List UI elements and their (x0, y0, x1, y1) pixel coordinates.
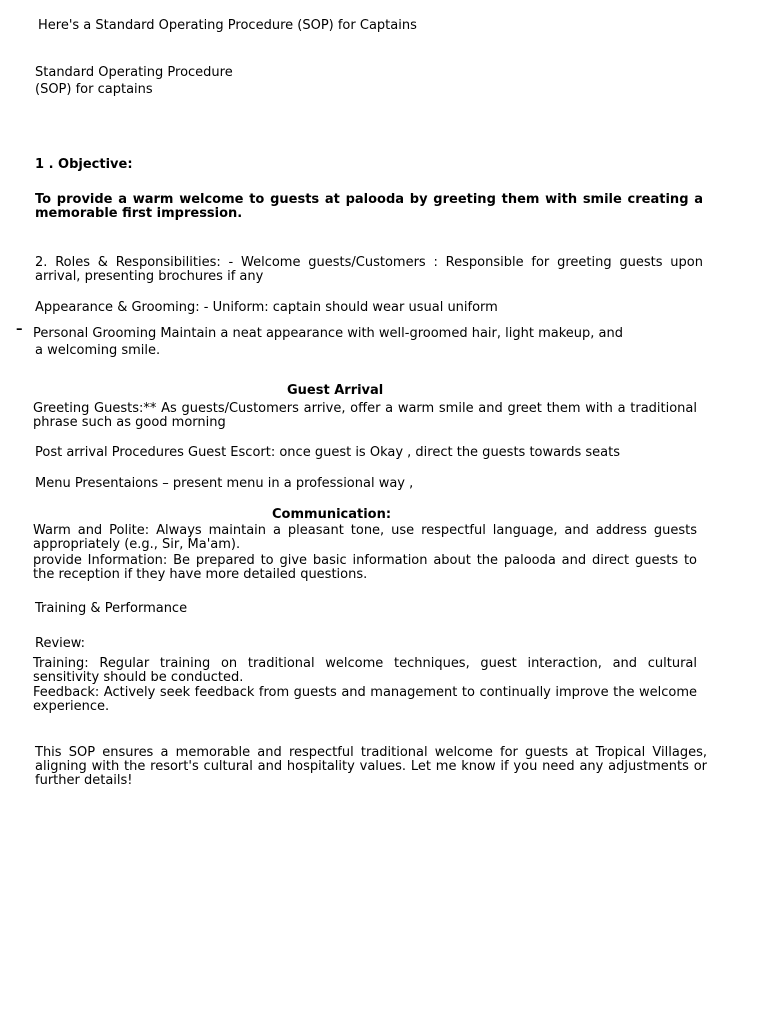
objective-text: To provide a warm welcome to guests at palooda by greeting them with smile creating a memorable first impression. (35, 192, 703, 221)
personal-grooming-line-1: Personal Grooming Maintain a neat appearance with well-groomed hair, light makeup, and (33, 326, 624, 341)
appearance-grooming: Appearance & Grooming: - Uniform: captain should wear usual uniform (35, 300, 498, 315)
roles-responsibilities: 2. Roles & Responsibilities: - Welcome guests/Customers : Responsible for greeting guests upon arrival, presenting brochures if any (35, 255, 703, 284)
intro-line: Here's a Standard Operating Procedure (SOP) for Captains (38, 18, 417, 33)
greeting-guests: Greeting Guests:** As guests/Customers arrive, offer a warm smile and greet them with a traditional phrase such as good morning (33, 401, 697, 430)
feedback-text: Feedback: Actively seek feedback from guests and management to continually improve the welcome experience. (33, 685, 697, 714)
warm-and-polite: Warm and Polite: Always maintain a pleasant tone, use respectful language, and address guests appropriately (e.g., Sir, Ma'am). (33, 523, 697, 552)
communication-heading: Communication: (272, 507, 392, 522)
review-heading: Review: (35, 636, 86, 651)
training-text: Training: Regular training on traditional welcome techniques, guest interaction, and cultural sensitivity should be conducted. (33, 656, 697, 685)
document-title-line-1: Standard Operating Procedure (35, 65, 233, 80)
provide-information: provide Information: Be prepared to give basic information about the palooda and direct guests to the reception if they have more detailed questions. (33, 553, 697, 582)
personal-grooming-line-2: a welcoming smile. (35, 343, 161, 358)
dash-mark: – (16, 322, 23, 337)
post-arrival-procedures: Post arrival Procedures Guest Escort: once guest is Okay , direct the guests towards seats (35, 445, 620, 460)
objective-heading: 1 . Objective: (35, 157, 133, 172)
training-performance-heading: Training & Performance (35, 601, 188, 616)
document-title-line-2: (SOP) for captains (35, 82, 153, 97)
menu-presentation: Menu Presentaions – present menu in a professional way , (35, 476, 414, 491)
guest-arrival-heading: Guest Arrival (287, 383, 384, 398)
closing-paragraph: This SOP ensures a memorable and respectful traditional welcome for guests at Tropical Villages, aligning with the resort's cultural and hospitality values. Let me know if you need any adjustments or further details! (35, 745, 707, 788)
